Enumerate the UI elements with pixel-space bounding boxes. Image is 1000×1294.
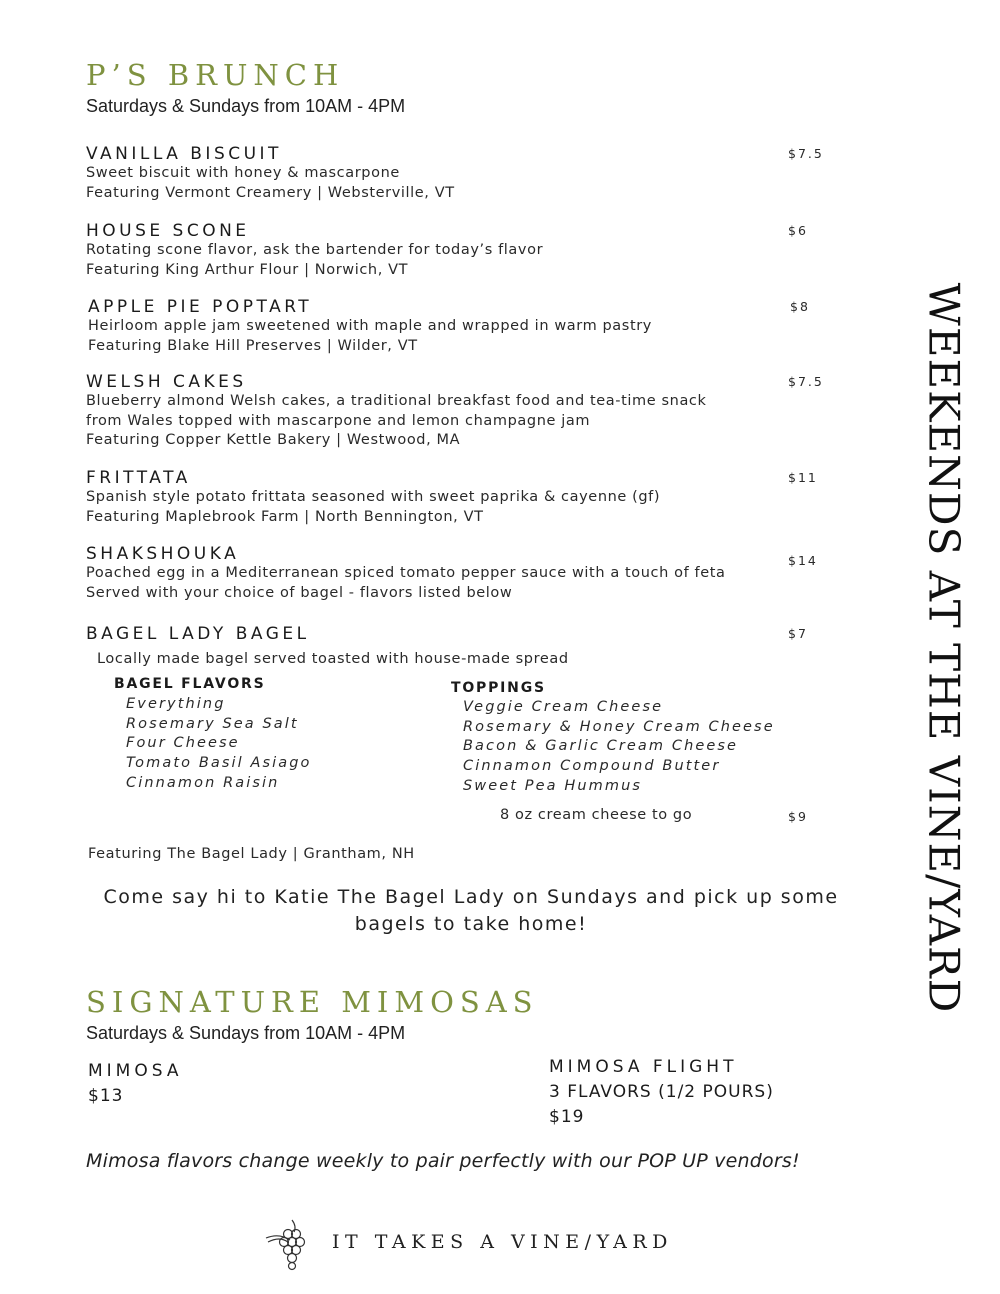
list-item: Tomato Basil Asiago: [126, 755, 312, 772]
mimosa-flight-detail: 3 FLAVORS (1/2 POURS): [549, 1082, 774, 1102]
menu-item-apple-pie-poptart: [88, 298, 808, 356]
toppings-list: [463, 698, 775, 797]
side-banner-text: WEEKENDS AT THE VINE/YARD: [919, 282, 969, 1013]
bagel-featuring: Featuring The Bagel Lady | Grantham, NH: [88, 846, 415, 862]
item-price: $14: [788, 553, 818, 568]
item-price: $6: [788, 223, 808, 238]
mimosa-flight: [549, 1055, 774, 1130]
item-price: $7.5: [788, 374, 824, 389]
item-desc: from Wales topped with mascarpone and lemon champagne jam: [86, 412, 591, 429]
menu-item-bagel-lady-bagel: [86, 625, 806, 644]
list-item: Veggie Cream Cheese: [463, 699, 664, 715]
brunch-title: P’S BRUNCH: [86, 58, 345, 92]
item-featuring: Featuring King Arthur Flour | Norwich, VT: [86, 261, 409, 278]
item-name: WELSH CAKES: [86, 372, 247, 392]
item-name: BAGEL LADY BAGEL: [86, 624, 310, 644]
bagel-promo: Come say hi to Katie The Bagel Lady on Sundays and pick up some bagels to take home!: [103, 886, 839, 935]
list-item: Cinnamon Compound Butter: [463, 758, 721, 775]
side-banner: [918, 205, 970, 1090]
item-price: $8: [790, 299, 810, 314]
item-desc: Rotating scone flavor, ask the bartender for today’s flavor: [86, 242, 544, 258]
list-item: Rosemary & Honey Cream Cheese: [463, 718, 775, 735]
list-item: Four Cheese: [126, 735, 240, 752]
item-desc: Spanish style potato frittata seasoned with sweet paprika & cayenne (gf): [86, 489, 661, 505]
list-item: Cinnamon Raisin: [126, 774, 280, 791]
mimosa-flight-price: $19: [549, 1107, 585, 1127]
cream-cheese-to-go-price: $9: [788, 809, 808, 824]
item-name: VANILLA BISCUIT: [86, 144, 282, 164]
item-price: $7.5: [788, 146, 824, 161]
bagel-flavors-list: [126, 695, 312, 794]
menu-item-shakshouka: [86, 545, 806, 603]
toppings-heading: TOPPINGS: [451, 680, 546, 696]
brunch-hours: Saturdays & Sundays from 10AM - 4PM: [86, 96, 406, 116]
item-name: FRITTATA: [86, 468, 191, 488]
item-desc: Sweet biscuit with honey & mascarpone: [86, 165, 400, 181]
mimosas-hours: Saturdays & Sundays from 10AM - 4PM: [86, 1023, 406, 1043]
item-featuring: Featuring Blake Hill Preserves | Wilder, VT: [88, 337, 418, 354]
item-desc: Blueberry almond Welsh cakes, a traditional breakfast food and tea-time snack: [86, 393, 707, 409]
item-name: APPLE PIE POPTART: [88, 297, 313, 317]
mimosas-title: SIGNATURE MIMOSAS: [86, 985, 539, 1019]
mimosa-name: MIMOSA: [88, 1061, 183, 1081]
item-featuring: Featuring Copper Kettle Bakery | Westwood, MA: [86, 432, 461, 448]
list-item: Everything: [126, 696, 226, 712]
menu-item-house-scone: [86, 222, 806, 280]
list-item: Sweet Pea Hummus: [463, 777, 643, 794]
grape-cluster-icon: [262, 1216, 318, 1274]
mimosa-note: Mimosa flavors change weekly to pair perfectly with our POP UP vendors!: [86, 1150, 800, 1172]
mimosa-single: [88, 1059, 182, 1109]
item-price: $11: [788, 470, 818, 485]
footer-brand-text: IT TAKES A VINE/YARD: [332, 1231, 673, 1253]
mimosa-price: $13: [88, 1086, 124, 1106]
item-desc: Served with your choice of bagel - flavors listed below: [86, 584, 513, 601]
item-featuring: Featuring Maplebrook Farm | North Bennington, VT: [86, 508, 484, 525]
item-featuring: Featuring Vermont Creamery | Websterville, VT: [86, 184, 455, 201]
menu-item-vanilla-biscuit: [86, 145, 806, 203]
item-desc: Poached egg in a Mediterranean spiced tomato pepper sauce with a touch of feta: [86, 565, 726, 581]
item-name: HOUSE SCONE: [86, 221, 250, 241]
list-item: Rosemary Sea Salt: [126, 715, 299, 732]
menu-item-welsh-cakes: [86, 373, 806, 451]
item-desc: Heirloom apple jam sweetened with maple and wrapped in warm pastry: [88, 318, 652, 334]
bagel-flavors-heading: BAGEL FLAVORS: [114, 676, 266, 692]
mimosa-flight-name: MIMOSA FLIGHT: [549, 1057, 738, 1077]
item-price: $7: [788, 626, 808, 641]
menu-item-frittata: [86, 469, 806, 527]
bagel-desc: Locally made bagel served toasted with house-made spread: [97, 651, 569, 667]
list-item: Bacon & Garlic Cream Cheese: [463, 738, 739, 755]
item-name: SHAKSHOUKA: [86, 544, 240, 564]
cream-cheese-to-go: 8 oz cream cheese to go: [500, 807, 693, 823]
